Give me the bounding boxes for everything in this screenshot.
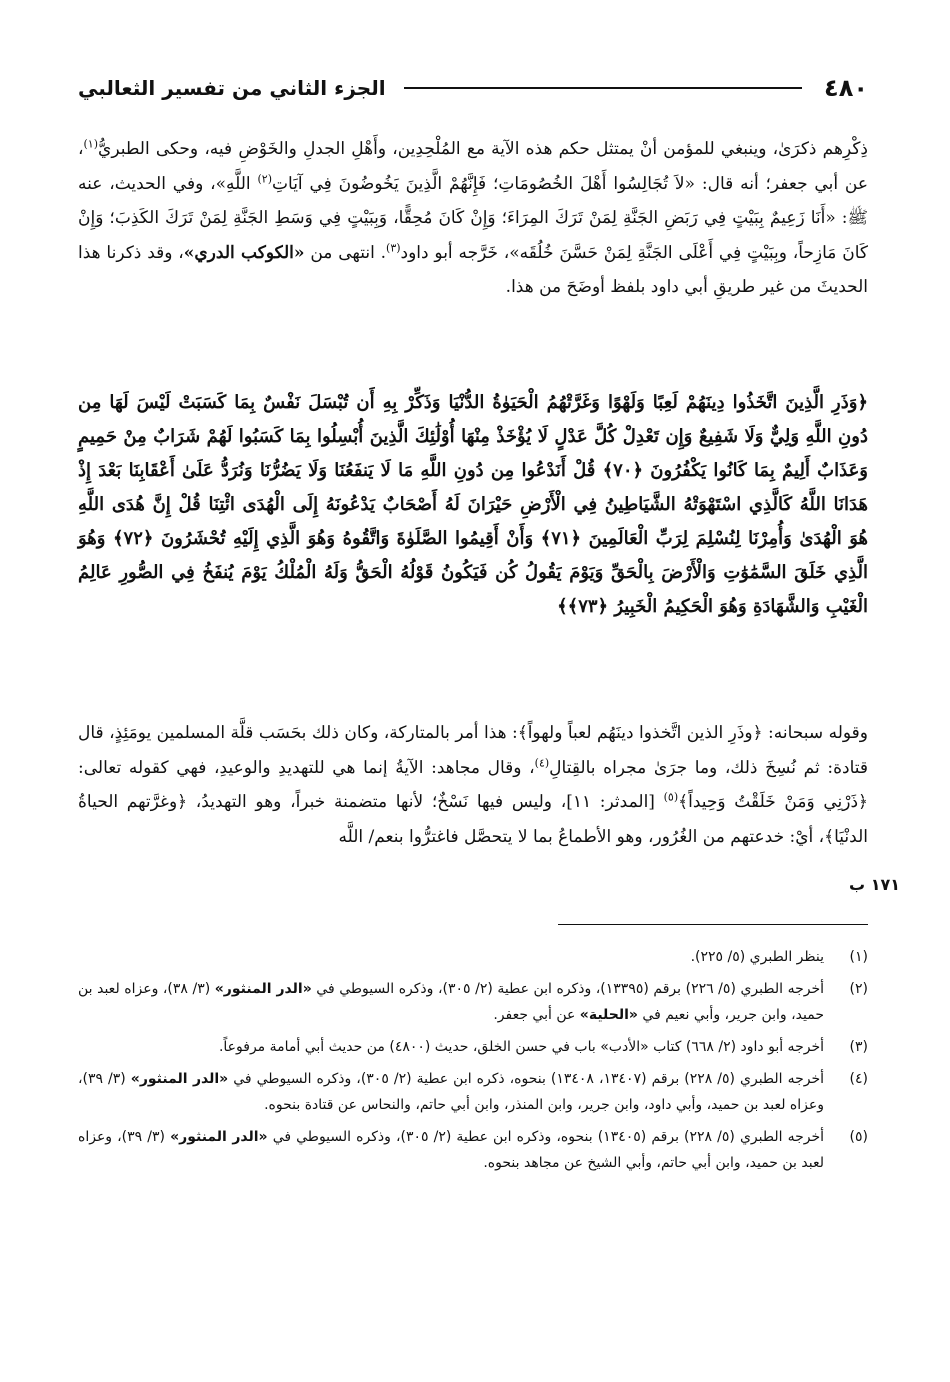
header-rule [404,87,802,89]
footnote [78,976,868,1028]
footnote-number: (٤) [849,1071,868,1087]
manuscript-folio-reference: ١٧١ ب [849,875,900,894]
footnote [78,1066,868,1118]
footnote-number: (٥) [849,1129,868,1145]
page-number: ٤٨٠ [824,74,868,102]
paragraph-text: . انتهى من [304,242,387,263]
footnote-marker: (٢) [257,171,273,185]
paragraph-text: اللَّهِ»، وفي الحديث، عنه ﷺ: «أَنَا زَعِيمٌ بِبَيْتٍ فِي رَبَضِ الجَنَّةِ لِمَنْ تَرَكَ المِرَاءَ؛ وَإِنْ كَانَ مُحِقًّا، وَبِبَيْتٍ فِي وَسَطِ الجَنَّةِ لِمَنْ تَرَكَ الكَذِبَ؛ وَإِنْ كَانَ مَازِحاً، وبِبَيْتٍ فِي أَعْلَى الجَنَّةِ لِمَنْ حَسَّنَ خُلُقَه»، خَرَّجه أبو داود [78,173,868,263]
paragraph-text: ، وقد ذكرنا هذا الحديثَ من غير طريقِ أبي داود بلفظ أوضَحَ من هذا. [78,242,868,297]
footnote-number: (٢) [849,981,868,997]
footnotes [78,944,868,1182]
commentary-paragraph-1 [78,132,868,305]
quran-passage: ﴿وَذَرِ الَّذِينَ اتَّخَذُوا دِينَهُمْ لَعِبًا وَلَهْوًا وَغَرَّتْهُمُ الْحَيَوٰةُ الدُّنْيَا وَذَكِّرْ بِهِ أَن تُبْسَلَ نَفْسٌ بِمَا كَسَبَتْ لَيْسَ لَهَا مِن دُونِ اللَّهِ وَلِيٌّ وَلَا شَفِيعٌ وَإِن تَعْدِلْ كُلَّ عَدْلٍ لَا يُؤْخَذْ مِنْهَا أُوْلَٰئِكَ الَّذِينَ أُبْسِلُوا بِمَا كَسَبُوا لَهُمْ شَرَابٌ مِنْ حَمِيمٍ وَعَذَابٌ أَلِيمٌ بِمَا كَانُوا يَكْفُرُونَ ﴿٧٠﴾ قُلْ أَنَدْعُوا مِن دُونِ اللَّهِ مَا لَا يَنفَعُنَا وَلَا يَضُرُّنَا وَنُرَدُّ عَلَىٰ أَعْقَابِنَا بَعْدَ إِذْ هَدَانَا اللَّهُ كَالَّذِي اسْتَهْوَتْهُ الشَّيَاطِينُ فِي الْأَرْضِ حَيْرَانَ لَهُ أَصْحَابٌ يَدْعُونَهُ إِلَى الْهُدَى ائْتِنَا قُلْ إِنَّ هُدَى اللَّهِ هُوَ الْهُدَىٰ وَأُمِرْنَا لِنُسْلِمَ لِرَبِّ الْعَالَمِينَ ﴿٧١﴾ وَأَنْ أَقِيمُوا الصَّلَوٰةَ وَاتَّقُوهُ وَهُوَ الَّذِي إِلَيْهِ تُحْشَرُونَ ﴿٧٢﴾ وَهُوَ الَّذِي خَلَقَ السَّمَٰوَٰتِ وَالْأَرْضَ بِالْحَقِّ وَيَوْمَ يَقُولُ كُن فَيَكُونُ قَوْلُهُ الْحَقُّ وَلَهُ الْمُلْكُ يَوْمَ يُنفَخُ فِي الصُّورِ عَالِمُ الْغَيْبِ وَالشَّهَادَةِ وَهُوَ الْحَكِيمُ الْخَبِيرُ ﴿٧٣﴾﴾ [78,392,869,617]
running-header [78,68,868,108]
footnote-text: أخرجه أبو داود (٢/ ٦٦٨) كتاب «الأدب» باب في حسن الخلق، حديث (٤٨٠٠) من حديث أبي أمامة مرفوعاً. [218,1039,824,1055]
footnote [78,1124,868,1176]
footnote [78,1034,868,1060]
footnote-text: أخرجه الطبري (٥/ ٢٢٦) برقم (١٣٣٩٥)، وذكره ابن عطية (٢/ ٣٠٥)، وذكره السيوطي في «الدر المنثور» (٣/ ٣٨)، وعزاه لعبد بن حميد، وابن جرير، وأبي نعيم في «الحلية» عن أبي جعفر. [78,981,824,1023]
footnote-marker: (٤) [534,755,550,769]
paragraph-text: ، عن أبي جعفر؛ أنه قال: «لاَ تُجَالِسُوا أَهْلَ الخُصُومَاتِ؛ فَإِنَّهُمْ الَّذِينَ يَخُوضُونَ فِي آيَاتِ [78,139,868,194]
footnote-marker: (١) [83,137,99,151]
book-title: الجزء الثاني من تفسير الثعالبي [78,76,386,100]
footnote-text: أخرجه الطبري (٥/ ٢٢٨) برقم (١٣٤٠٥) بنحوه، وذكره ابن عطية (٢/ ٣٠٥)، وذكره السيوطي في «الدر المنثور» (٣/ ٣٩)، وعزاه لعبد بن حميد، وابن أبي حاتم، وأبي الشيخ عن مجاهد بنحوه. [78,1129,825,1171]
footnote-text: ينظر الطبري (٥/ ٢٢٥). [690,949,824,965]
footnote [78,944,868,970]
footnote-marker: (٣) [386,240,401,254]
footnote-number: (٣) [849,1039,868,1055]
footnote-number: (١) [849,949,868,965]
footnote-text: أخرجه الطبري (٥/ ٢٢٨) برقم (١٣٤٠٧، ١٣٤٠٨) بنحوه، ذكره ابن عطية (٢/ ٣٠٥)، وذكره السيوطي في «الدر المنثور» (٣/ ٣٩)، وعزاه لعبد بن حميد، وأبي داود، وابن جرير، وابن المنذر، وابن أبي حاتم، والنحاس عن قتادة بنحوه. [78,1071,825,1113]
footnote-separator [558,924,868,925]
paragraph-text: ذِكْرِهم ذكرَىٰ، وينبغي للمؤمن أنْ يمتثل حكم هذه الآية مع المُلْحِدِين، وأَهْلِ الجدلِ والخَوْضِ فيه، وحكى الطبريُّ [98,139,868,159]
cited-work-title: «الكوكب الدري» [183,242,305,263]
footnote-marker: (٥) [663,790,679,804]
commentary-paragraph-2 [78,716,868,854]
paragraph-text: [المدثر: ١١]، وليس فيها نَسْخٌ؛ لأنها متضمنة خبراً، وهو التهديدُ، ﴿وغرَّتهم الحياةُ الدنْيَا﴾، أيْ: خدعتهم من الغُرُور، وهو الأطماعُ بما لا يتحصَّل فاغترُّوا بنعم/ اللَّه [78,792,868,847]
paragraph-text: وقوله سبحانه: ﴿وذَرِ الذين اتَّخذوا دينَهُم لعباً ولهواً﴾: هذا أمر بالمتاركة، وكان ذلك بحَسَب قلَّة المسلمين يومَئِذٍ، قال قتادة: ثم نُسِخَ ذلك، وما جرَىٰ مجراه بالقِتالِ [78,723,868,778]
paragraph-text: ، وقال مجاهد: الآيةُ إنما هي للتهديدِ والوعيدِ، فهي كقوله تعالى: ﴿ذَرْنِي وَمَنْ خَلَقْتُ وَحِيداً﴾ [78,757,869,812]
